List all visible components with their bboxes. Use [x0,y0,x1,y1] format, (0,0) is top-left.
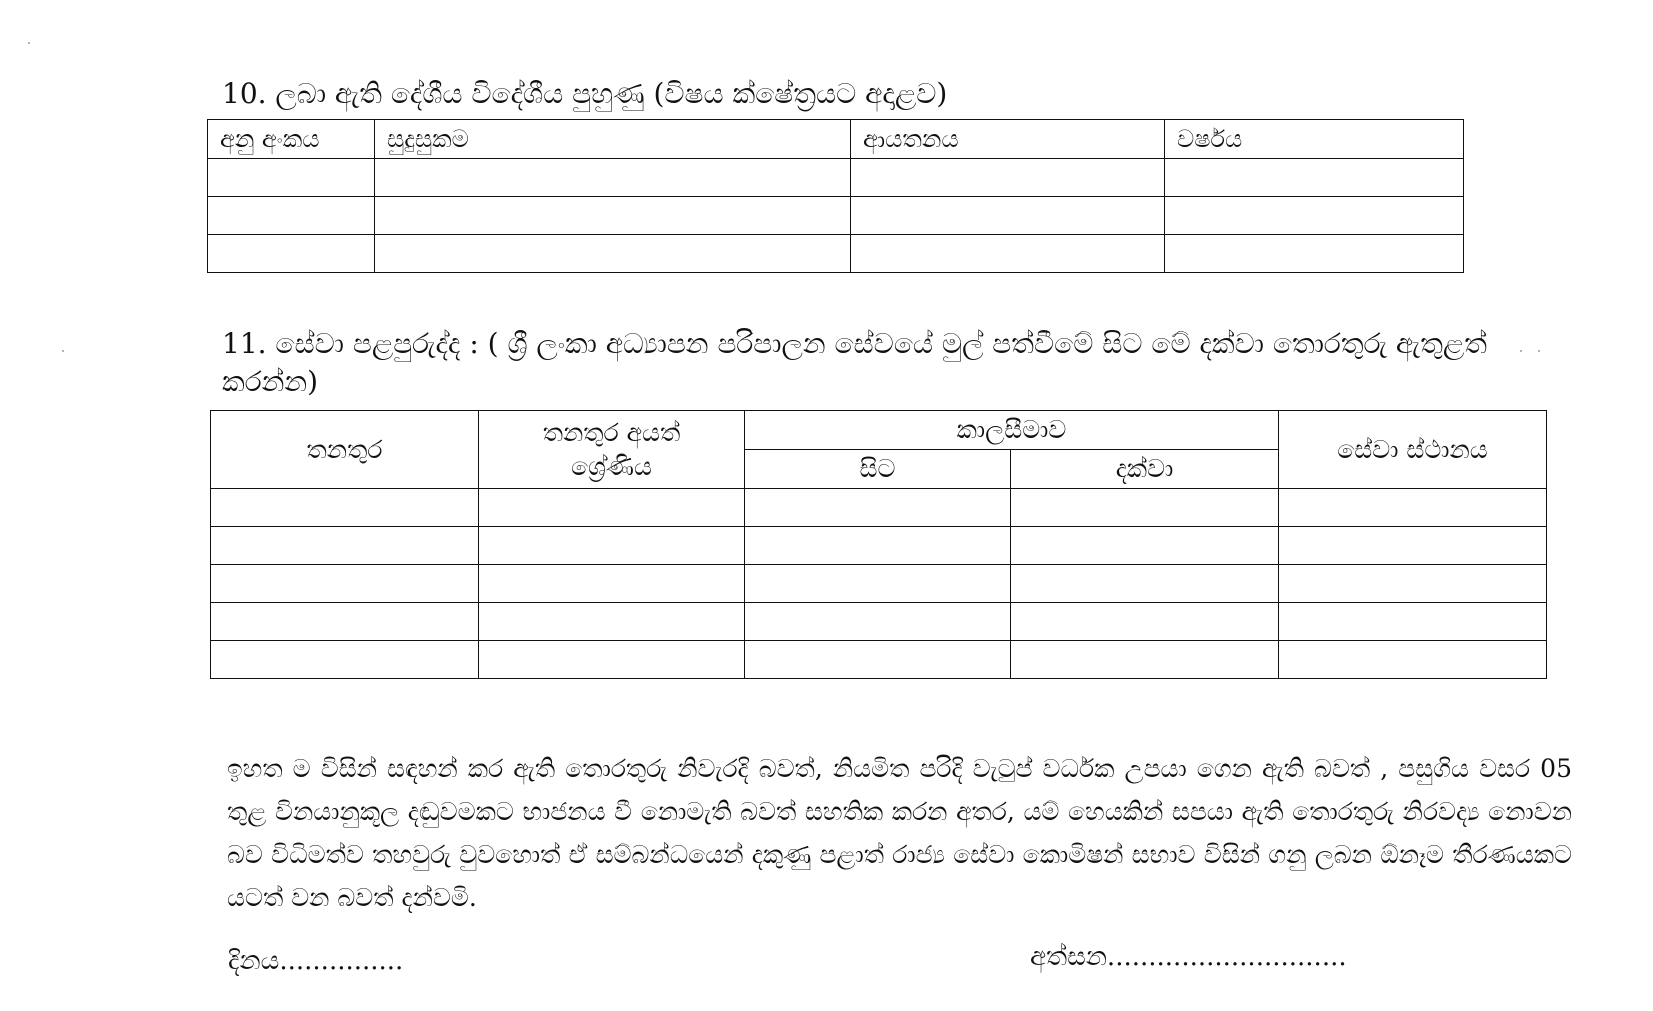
table-cell [211,527,479,565]
table-row [211,603,1547,641]
column-header-service-station: සේවා ස්ථානය [1279,411,1547,489]
table-cell [1279,489,1547,527]
section-10-heading: 10. ලබා ඇති දේශීය විදේශීය පුහුණු (විෂය ක්ෂේත්‍රයට අදාළව) [222,77,948,110]
scan-speck [62,350,64,352]
grade-header-label: තනතුර අයත් ශ්‍රේණිය [542,417,681,481]
table-row [211,527,1547,565]
table-cell [1011,489,1279,527]
column-header-period: කාලසීමාව [745,411,1279,450]
table-header-row [211,411,1547,450]
declaration-paragraph: ඉහත ම විසින් සඳහන් කර ඇති තොරතුරු නිවැරදි බවත්, නියමිත පරිදි වැටුප් වර්ධක උපයා ගෙන ඇති බවත් , පසුගිය වසර 05 තුළ විනයානුකූල දඬුවමකට භාජනය වී නොමැති බවත් සහතික කරන අතර, යම් හෙයකින් සපයා ඇති තොරතුරු නිරවද්‍ය නොවන බව විධිමත්ව තහවුරු වුවහොත් ඒ සම්බන්ධයෙන් දකුණු පළාත් රාජ්‍ය සේවා කොමිෂන් සභාව විසින් ගනු ලබන ඕනෑම තීරණයකට යටත් වන බවත් දන්වමි. [227,754,1572,912]
table-row [208,197,1464,235]
table-row [211,565,1547,603]
column-header-grade [479,411,745,489]
scan-speck [1538,350,1540,352]
training-table [207,119,1464,273]
table-header-row [208,120,1464,159]
table-cell [479,603,745,641]
table-cell [1165,159,1464,197]
table-cell [851,197,1165,235]
column-header-post: තනතුර [211,411,479,489]
table-cell [1165,197,1464,235]
table-cell [479,565,745,603]
table-cell [851,235,1165,273]
table-row [208,235,1464,273]
table-cell [1011,565,1279,603]
table-cell [745,603,1011,641]
table-cell [1279,527,1547,565]
table-cell [375,159,851,197]
table-cell [1011,527,1279,565]
column-header-institution: ආයතනය [851,120,1165,159]
table-cell [211,603,479,641]
table-cell [1279,641,1547,679]
table-cell [479,527,745,565]
table-cell [851,159,1165,197]
table-cell [745,641,1011,679]
table-cell [1011,641,1279,679]
table-cell [745,489,1011,527]
scan-speck [28,42,30,44]
table-cell [208,159,375,197]
table-row [208,159,1464,197]
table-cell [375,235,851,273]
column-header-qualification: සුදුසුකම [375,120,851,159]
table-cell [211,565,479,603]
table-cell [208,235,375,273]
table-row [211,489,1547,527]
table-cell [1165,235,1464,273]
table-cell [1279,565,1547,603]
section-11-heading: 11. සේවා පළපුරුද්ද : ( ශ්‍රී ලංකා අධ්‍යාපන පරිපාලන සේවයේ මුල් පත්වීමේ සිට මේ දක්වා තොරතුරු ඇතුළත් කරන්න) [222,327,1488,398]
table-cell [211,641,479,679]
column-header-serial-no: අනු අංකය [208,120,375,159]
table-cell [479,489,745,527]
table-cell [1011,603,1279,641]
column-header-from: සිට [745,450,1011,489]
table-row [211,641,1547,679]
signature-field: අත්සන............................. [1030,942,1347,972]
table-cell [211,489,479,527]
table-cell [375,197,851,235]
service-experience-table [210,410,1547,679]
table-cell [745,527,1011,565]
date-field: දිනය............... [228,946,404,976]
table-cell [208,197,375,235]
column-header-to: දක්වා [1011,450,1279,489]
scan-speck [1520,350,1522,352]
table-cell [479,641,745,679]
service-table-body [211,489,1547,679]
table-cell [745,565,1011,603]
table-cell [1279,603,1547,641]
training-table-body [208,159,1464,273]
column-header-year: වර්ෂය [1165,120,1464,159]
